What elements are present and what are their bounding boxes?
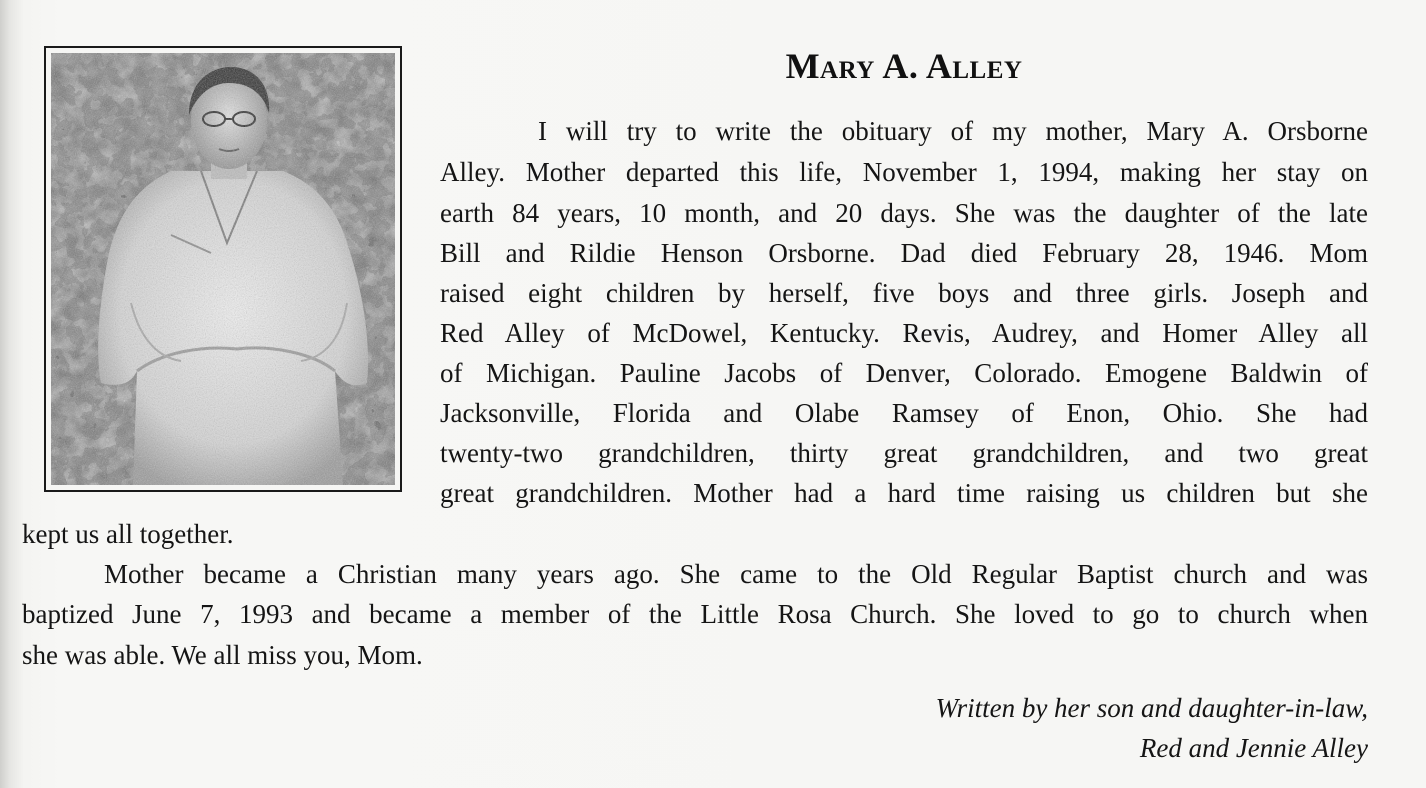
paragraph1-line-6: Red Alley of McDowel, Kentucky. Revis, Audrey, and Homer Alley all	[440, 318, 1368, 348]
paragraph2-line-1: Mother became a Christian many years ago. She came to the Old Regular Baptist church and was	[104, 559, 1368, 589]
paragraph1-line-5: raised eight children by herself, five boys and three girls. Joseph and	[440, 278, 1368, 308]
paragraph1-line-10: great grandchildren. Mother had a hard time raising us children but she	[440, 478, 1368, 508]
paragraph1-line-4: Bill and Rildie Henson Orsborne. Dad died February 28, 1946. Mom	[440, 238, 1368, 268]
paragraph1-line-1: I will try to write the obituary of my mother, Mary A. Orsborne	[538, 116, 1368, 146]
paragraph1-line-9: twenty-two grandchildren, thirty great grandchildren, and two great	[440, 438, 1368, 468]
paragraph1-line-7: of Michigan. Pauline Jacobs of Denver, Colorado. Emogene Baldwin of	[440, 358, 1368, 388]
obituary-title: Mary A. Alley	[785, 46, 1023, 86]
paragraph1-line-2: Alley. Mother departed this life, November 1, 1994, making her stay on	[440, 157, 1368, 187]
paragraph2-line-3: she was able. We all miss you, Mom.	[22, 640, 423, 670]
paragraph1-line-3: earth 84 years, 10 month, and 20 days. She was the daughter of the late	[440, 198, 1368, 228]
portrait-photo	[44, 46, 402, 492]
paragraph1-line-8: Jacksonville, Florida and Olabe Ramsey of Enon, Ohio. She had	[440, 398, 1368, 428]
paragraph2-line-2: baptized June 7, 1993 and became a member of the Little Rosa Church. She loved to go to church when	[22, 599, 1368, 629]
portrait-photo-image	[51, 53, 395, 485]
signature-line-1: Written by her son and daughter-in-law,	[935, 693, 1368, 723]
signature-line-2: Red and Jennie Alley	[1139, 733, 1368, 763]
paragraph1-line-11: kept us all together.	[22, 519, 234, 549]
